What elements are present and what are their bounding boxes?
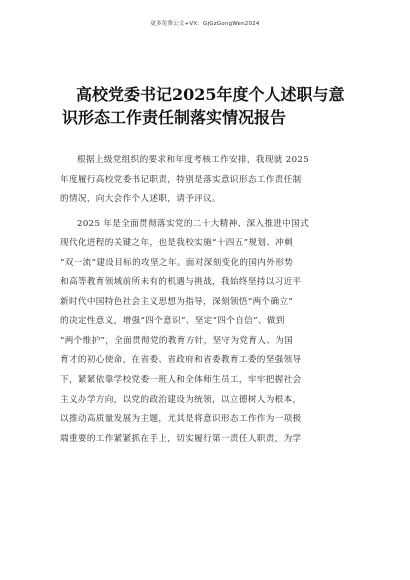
header-note: 更多免费公文+VX：GjGzGongWen2024: [150, 21, 260, 27]
text-line: 根据上级党组织的要求和年度考核工作安排，我现就 2025: [77, 155, 310, 165]
text-line: 年度履行高校党委书记职责，特别是落实意识形态工作责任制: [60, 174, 302, 185]
text-line: 以推动高质量发展为主题，尤其是将意识形态工作作为一项极: [60, 414, 302, 425]
text-line: 的决定性意义，增强“四个意识”、坚定“四个自信”、做到: [60, 316, 285, 327]
title-line: 识形态工作责任制落实情况报告: [62, 108, 287, 127]
text-line: 新时代中国特色社会主义思想为指导，深刻领悟“两个确立”: [60, 296, 294, 307]
title-line: 高校党委书记2025年度个人述职与意: [76, 85, 345, 104]
paragraph: [60, 215, 351, 450]
document-title: [62, 83, 362, 129]
text-line: 端重要的工作紧紧抓在手上，切实履行第一责任人职责，为学: [60, 433, 302, 444]
text-line: 主义办学方向，以党的政治建设为统领，以立德树人为根本，: [60, 394, 302, 405]
text-line: 的情况，向大会作个人述职，请予评议。: [60, 194, 221, 205]
text-line: “双一流”建设目标的攻坚之年。面对深刻变化的国内外形势: [60, 257, 294, 268]
text-line: “两个维护”，全面贯彻党的教育方针，坚守为党育人、为国: [60, 335, 294, 346]
text-line: 下，紧紧依靠学校党委一班人和全体师生员工，牢牢把握社会: [60, 375, 302, 386]
paragraph: [60, 151, 351, 210]
text-line: 2025 年是全面贯彻落实党的二十大精神、深入推进中国式: [77, 218, 310, 229]
document-body: [60, 151, 351, 454]
text-line: 现代化进程的关键之年，也是我校实施“十四五”规划、冲刺: [60, 238, 294, 249]
text-line: 和高等教育领域前所未有的机遇与挑战，我始终坚持以习近平: [60, 277, 302, 288]
text-line: 育才的初心使命，在省委、省政府和省委教育工委的坚强领导: [60, 355, 302, 366]
